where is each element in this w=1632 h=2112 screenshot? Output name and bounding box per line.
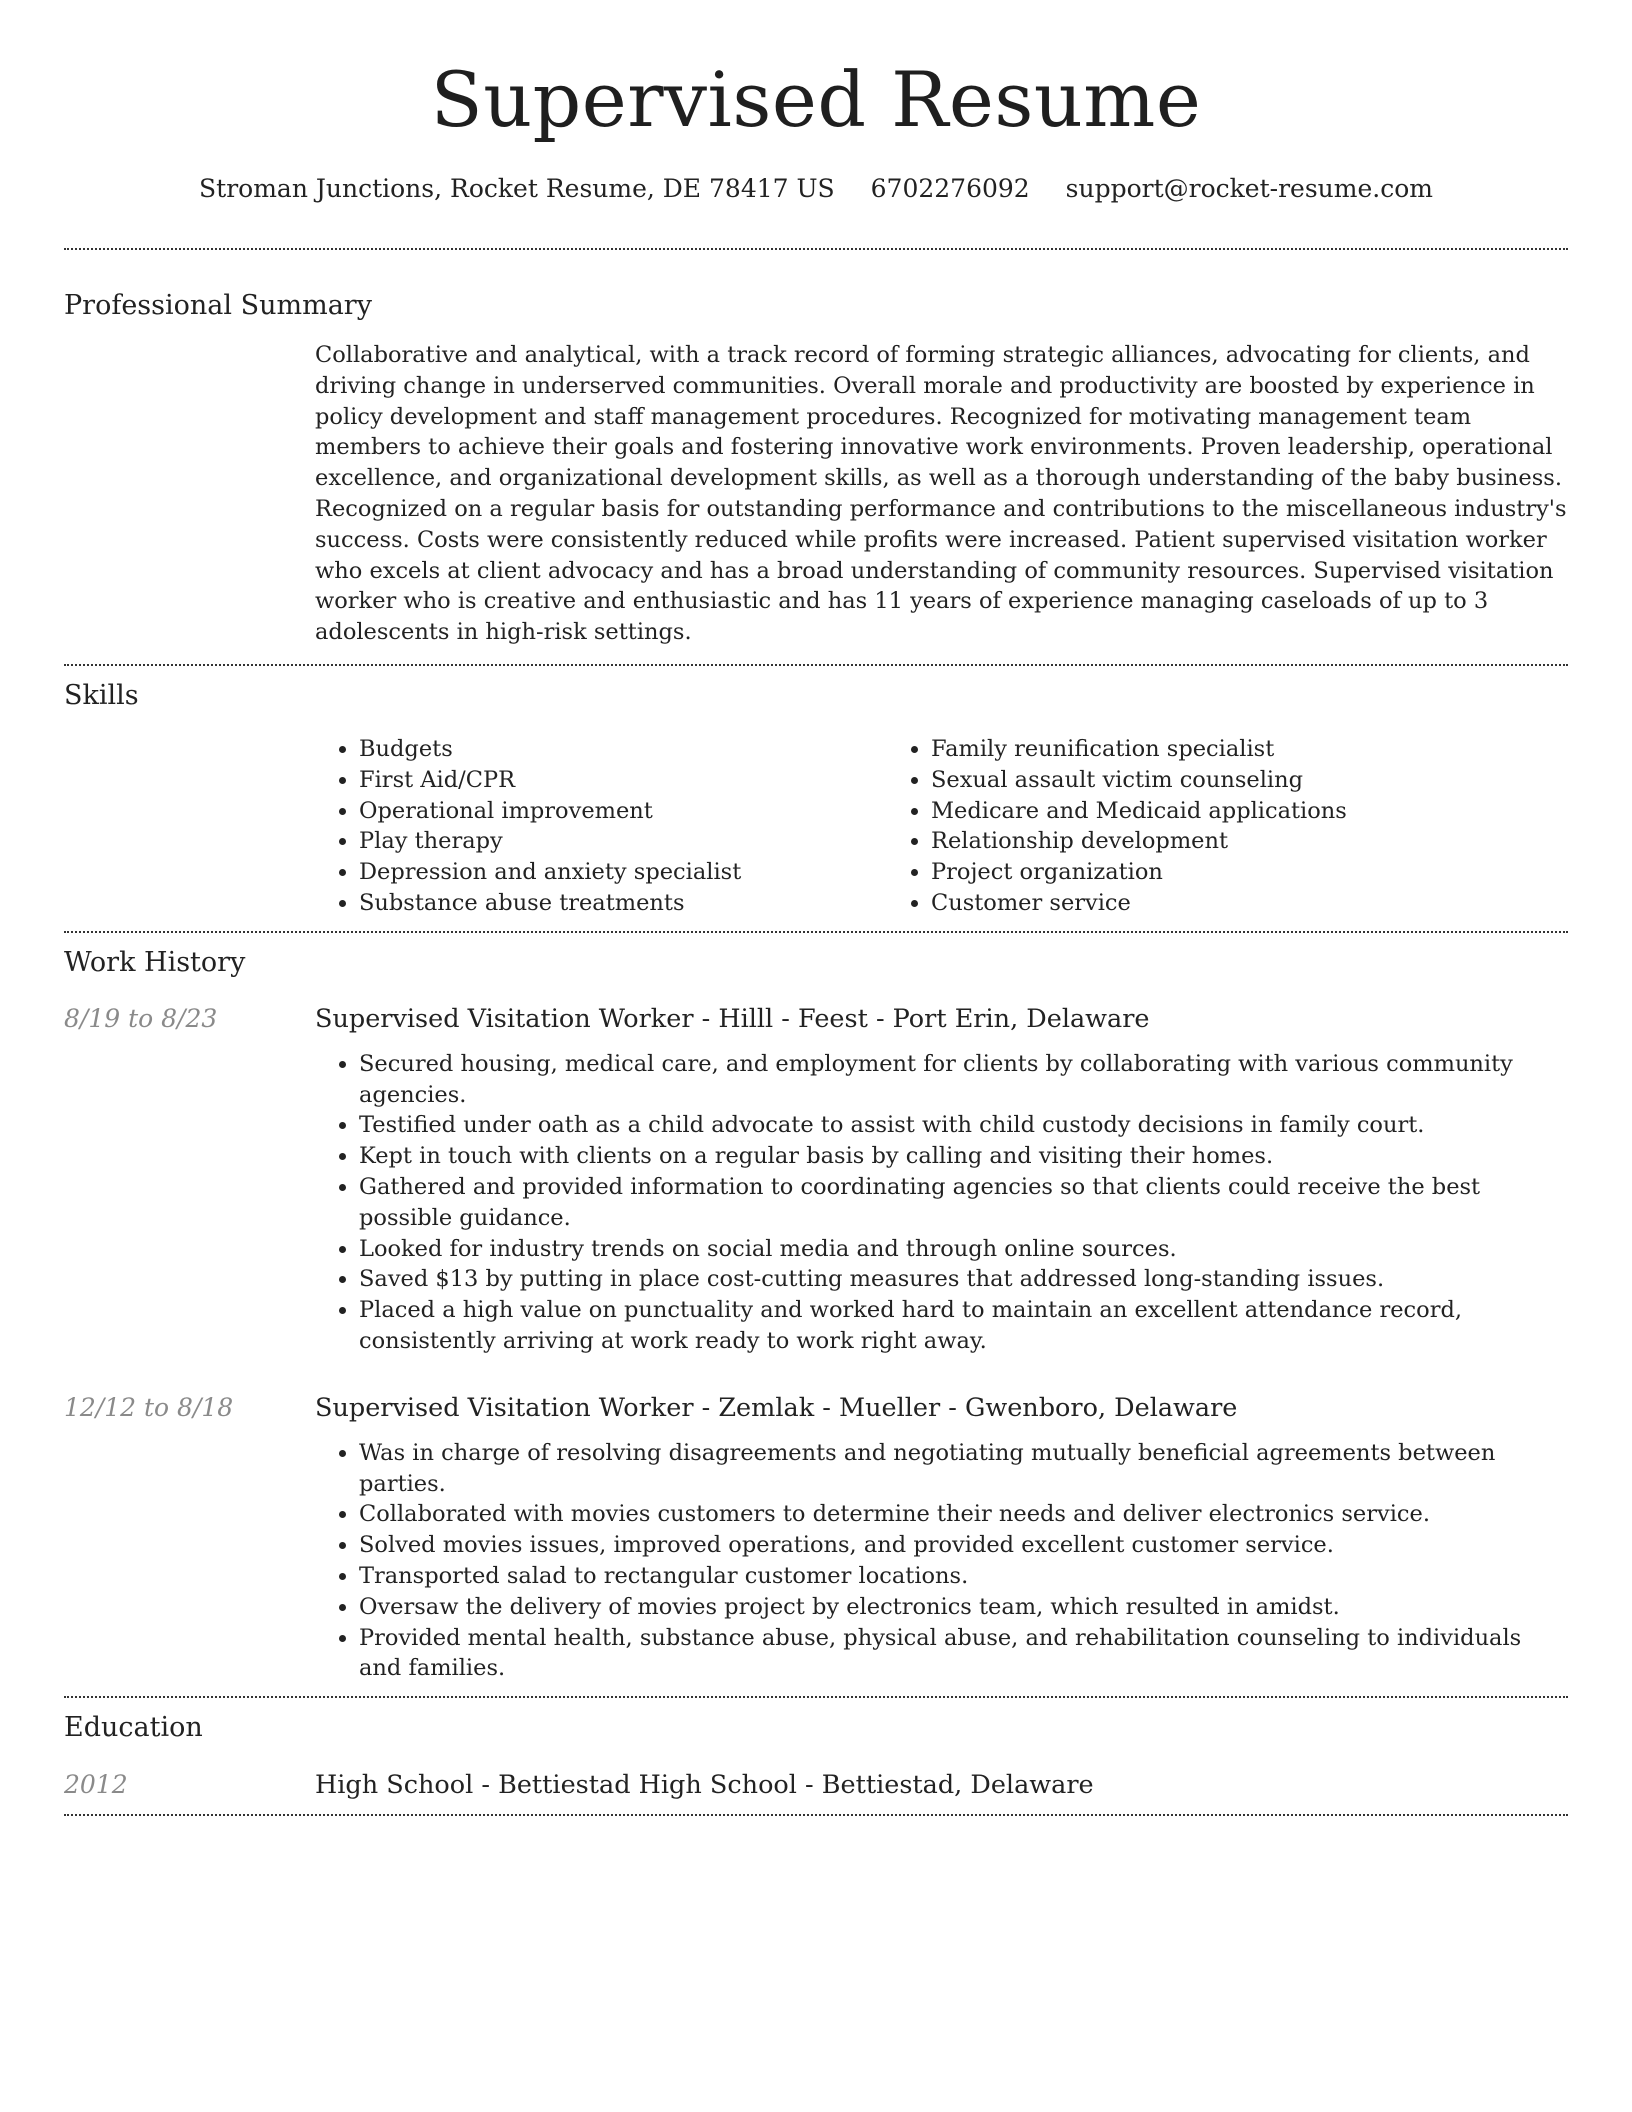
job-title: Supervised Visitation Worker - Hilll - Feest - Port Erin, Delaware: [315, 1003, 1150, 1034]
job-title: Supervised Visitation Worker - Zemlak - Mueller - Gwenboro, Delaware: [315, 1392, 1238, 1423]
skill-item: • Operational improvement: [359, 796, 887, 827]
skill-item: • Project organization: [931, 857, 1347, 888]
job-bullet: • Saved $13 by putting in place cost-cutting measures that addressed long-standing issues.: [359, 1264, 1568, 1295]
job-dates: 8/19 to 8/23: [64, 1003, 218, 1033]
contact-line: [64, 172, 1568, 206]
contact-email: support@rocket-resume.com: [1065, 174, 1433, 203]
job-bullet: • Testified under oath as a child advocate to assist with child custody decisions in family court.: [359, 1110, 1568, 1141]
job-bullets: [315, 1049, 1568, 1357]
contact-phone: 6702276092: [870, 174, 1030, 203]
skill-item: • Sexual assault victim counseling: [931, 765, 1347, 796]
skill-item: • Family reunification specialist: [931, 734, 1347, 765]
skill-item: • Depression and anxiety specialist: [359, 857, 887, 888]
job-bullet: • Placed a high value on punctuality and worked hard to maintain an excellent attendance record, consistently arriving at work ready to work right away.: [359, 1295, 1568, 1357]
job-bullet: • Collaborated with movies customers to determine their needs and deliver electronics service.: [359, 1499, 1568, 1530]
job-bullet: • Oversaw the delivery of movies project by electronics team, which resulted in amidst.: [359, 1592, 1568, 1623]
education-section: [64, 1698, 1568, 1802]
work-heading: Work History: [64, 946, 246, 978]
skill-item: • Medicare and Medicaid applications: [931, 796, 1347, 827]
skill-item: • Play therapy: [359, 826, 887, 857]
skill-item: • First Aid/CPR: [359, 765, 887, 796]
skill-item: • Budgets: [359, 734, 887, 765]
job-bullet: • Kept in touch with clients on a regular basis by calling and visiting their homes.: [359, 1141, 1568, 1172]
skills-column-2: [887, 734, 1347, 919]
job-bullet: • Looked for industry trends on social media and through online sources.: [359, 1234, 1568, 1265]
summary-heading: Professional Summary: [64, 290, 372, 321]
job-bullet: • Solved movies issues, improved operations, and provided excellent customer service.: [359, 1530, 1568, 1561]
summary-section: [64, 250, 1568, 648]
job-bullet: • Was in charge of resolving disagreements and negotiating mutually beneficial agreements between parties.: [359, 1438, 1568, 1500]
skills-column-1: [315, 734, 887, 919]
skill-item: • Customer service: [931, 888, 1347, 919]
education-heading: Education: [64, 1712, 203, 1744]
job-bullets: [315, 1438, 1568, 1684]
divider: [64, 1814, 1568, 1816]
skills-heading: Skills: [64, 679, 139, 711]
education-title: High School - Bettiestad High School - Bettiestad, Delaware: [315, 1770, 1094, 1801]
job-entry: [64, 1002, 1568, 1357]
job-bullet: • Gathered and provided information to coordinating agencies so that clients could receive the best possible guidance.: [359, 1172, 1568, 1234]
summary-text: Collaborative and analytical, with a track record of forming strategic alliances, advocating for clients, and driving change in underserved communities. Overall morale and productivity are boosted by experience in policy development and staff management procedures. Recognized for motivating management team members to achieve their goals and fostering innovative work environments. Proven leadership, operational excellence, and organizational development skills, as well as a thorough understanding of the baby business. Recognized on a regular basis for outstanding performance and contributions to the miscellaneous industry's success. Costs were consistently reduced while profits were increased. Patient supervised visitation worker who excels at client advocacy and has a broad understanding of community resources. Supervised visitation worker who is creative and enthusiastic and has 11 years of experience managing caseloads of up to 3 adolescents in high-risk settings.: [315, 342, 1567, 646]
work-section: [64, 933, 1568, 1684]
job-bullet: • Transported salad to rectangular customer locations.: [359, 1561, 1568, 1592]
resume-name: Supervised Resume: [430, 55, 1202, 144]
education-entry: [64, 1768, 1568, 1802]
job-entry: [64, 1391, 1568, 1684]
contact-address: Stroman Junctions, Rocket Resume, DE 78417 US: [199, 174, 835, 203]
skills-section: [64, 666, 1568, 919]
job-bullet: • Provided mental health, substance abuse, physical abuse, and rehabilitation counseling to individuals and families.: [359, 1623, 1568, 1685]
job-dates: 12/12 to 8/18: [64, 1392, 234, 1422]
skill-item: • Substance abuse treatments: [359, 888, 887, 919]
education-year: 2012: [64, 1770, 128, 1800]
skills-list: [315, 734, 1568, 919]
skill-item: • Relationship development: [931, 826, 1347, 857]
job-bullet: • Secured housing, medical care, and employment for clients by collaborating with various community agencies.: [359, 1049, 1568, 1111]
